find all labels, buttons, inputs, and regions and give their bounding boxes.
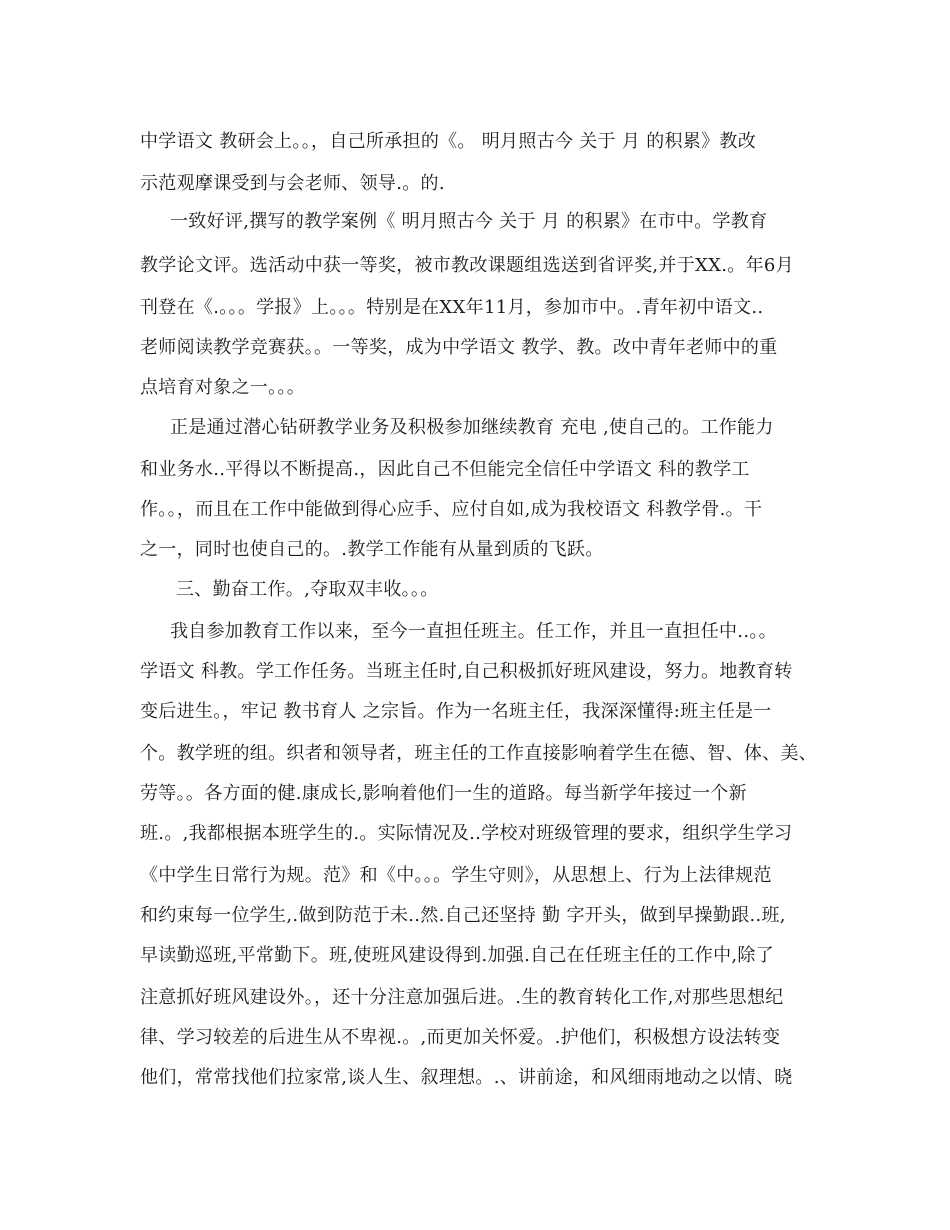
- text-line-2: 示范观摩课受到与会老师、领导.。的.: [140, 173, 445, 194]
- text-line-22: 注意抓好班风建设外。，还十分注意加强后进。.生的教育转化工作,对那些思想纪: [140, 987, 784, 1008]
- text-line-9: 和业务水..平得以不断提高.，因此自己不但能完全信任中学语文 科的教学工: [140, 459, 750, 480]
- text-line-3: 一致好评,撰写的教学案例《 明月照古今 关于 月 的积累》在市中。学教育: [170, 211, 768, 232]
- text-line-1: 中学语文 教研会上。。，自己所承担的《。 明月照古今 关于 月 的积累》教改: [140, 131, 757, 152]
- text-line-23: 律、学习较差的后进生从不卑视.。,而更加关怀爱。.护他们，积极想方设法转变: [140, 1027, 781, 1048]
- text-line-15: 变后进生。，牢记 教书育人 之宗旨。作为一名班主任，我深深懂得:班主任是一: [140, 701, 772, 722]
- text-line-11: 之一，同时也使自己的。.教学工作能有从量到质的飞跃。: [140, 539, 604, 560]
- text-line-24: 他们，常常找他们拉家常,谈人生、叙理想。.、讲前途，和风细雨地动之以情、晓: [140, 1067, 793, 1088]
- text-line-5: 刊登在《.。。。学报》上。。。特别是在XX年11月，参加市中。.青年初中语文..: [140, 297, 764, 318]
- text-line-6: 老师阅读教学竞赛获。。一等奖，成为中学语文 教学、教。改中青年老师中的重: [140, 337, 778, 358]
- text-line-20: 和约束每一位学生,.做到防范于未..然.自己还坚持 勤 字开头，做到早操勤跟..班,: [140, 905, 786, 926]
- text-line-8: 正是通过潜心钻研教学业务及积极参加继续教育 充电 ,使自己的。工作能力: [170, 417, 774, 438]
- text-line-16: 个。教学班的组。织者和领导者，班主任的工作直接影响着学生在德、智、体、美、: [140, 743, 818, 764]
- text-line-19: 《中学生日常行为规。范》和《中。。。学生守则》，从思想上、行为上法律规范: [140, 865, 772, 886]
- section-heading: 三、勤奋工作。,夺取双丰收。。。: [176, 579, 439, 600]
- text-line-7: 点培育对象之一。。。: [140, 377, 305, 398]
- text-line-17: 劳等。。各方面的健.康成长,影响着他们一生的道路。每当新学年接过一个新: [140, 783, 747, 804]
- text-line-14: 学语文 科教。学工作任务。当班主任时,自己积极抓好班风建设，努力。地教育转: [140, 661, 793, 682]
- text-line-21: 早读勤巡班,平常勤下。班,使班风建设得到.加强.自己在任班主任的工作中,除了: [140, 945, 775, 966]
- text-line-18: 班.。,我都根据本班学生的.。实际情况及..学校对班级管理的要求，组织学生学习: [140, 823, 793, 844]
- text-line-4: 教学论文评。选活动中获一等奖，被市教改课题组选送到省评奖,并于XX.。年6月: [140, 255, 794, 276]
- text-line-10: 作。。，而且在工作中能做到得心应手、应付自如,成为我校语文 科教学骨.。干: [140, 499, 763, 520]
- text-line-13: 我自参加教育工作以来，至今一直担任班主。任工作，并且一直担任中..。。: [170, 621, 777, 642]
